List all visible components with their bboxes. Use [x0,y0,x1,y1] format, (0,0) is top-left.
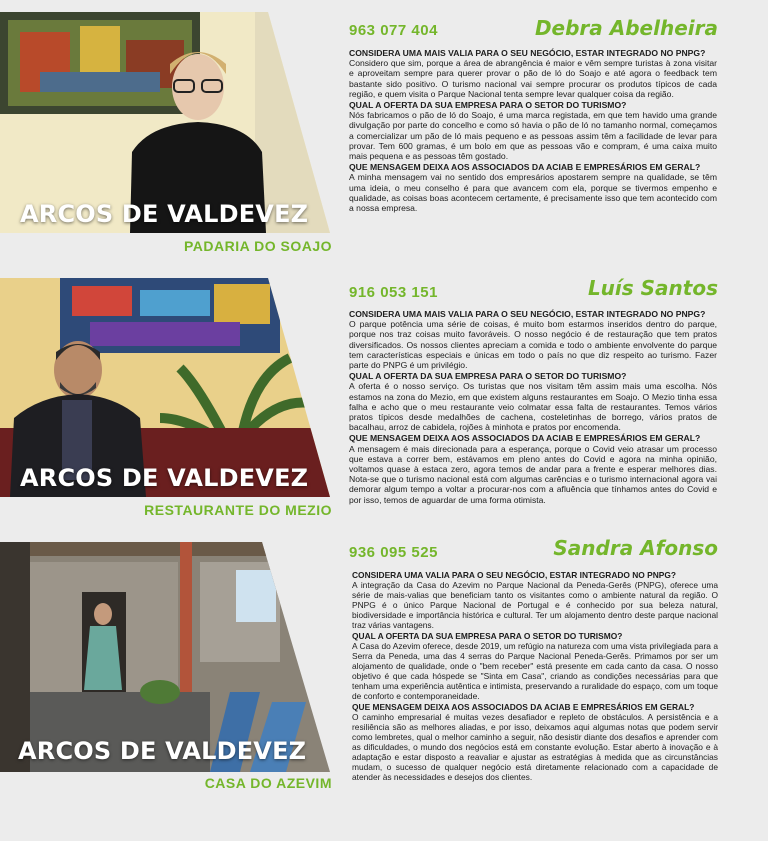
question: QUE MENSAGEM DEIXA AOS ASSOCIADOS DA ACIAB E EMPRESÁRIOS EM GERAL? [349,162,701,173]
profile-section-1 [0,0,768,262]
answer: A oferta é o nosso serviço. Os turistas que nos visitam têm assim mais uma escolha. Nós estamos na zona do Mezio, em que existem alguns restaurantes em Soajo. O Mezio tinha essa falha e acho que o meu restaurante veio colmatar essa falta de restaurantes. Temos vários pratos típicos desde medalhões de cachena, costeletinhas de borrego, vários pratos de bacalhau, arroz de cabidela, rojões à minhota e pratos por encomenda. [349,381,717,433]
location-label: ARCOS DE VALDEVEZ [20,464,309,492]
answer: O parque potência uma série de coisas, é muito bom estarmos inseridos dentro do parque, porque nos traz coisas muito favoráveis. O nosso negócio é de restauração que tem pratos diversificados. Os nossos clientes apreciam a comida e todo o ambiente envolvente do parque tem características especiais e únicas em todo o país no que diz respeito ao turismo. Fazer parte do PNPG é um privilégio. [349,319,717,371]
question: CONSIDERA UMA MAIS VALIA PARA O SEU NEGÓCIO, ESTAR INTEGRADO NO PNPG? [349,48,706,58]
interview-text [349,309,717,506]
profile-section-3 [0,530,768,830]
answer: Nós fabricamos o pão de ló do Soajo, é uma marca registada, em que tem havido uma grande divulgação por parte do concelho e como só havia o pão de ló no tamanho normal, começamos a comercializar um pão de ló mais pequeno e as pessoas assim têm a facilidade de levar para provar. Tem 600 gramas, é um bolo em que as pessoas vão e compram, é uma caixa muito mais pequena e as pessoas têm gostado. [349,110,717,162]
answer: O caminho empresarial é muitas vezes desafiador e repleto de obstáculos. A persistência e a resiliência são as melhores aliadas, e por isso, deixamos aqui algumas notas que podem servir como lembretes, qual o melhor caminho a seguir, não desistir diante dos desafios e aprender com as dificuldades, o mundo dos negócios está em constante evolução. Estar aberto à inovação e à adaptação e estar disposto a reavaliar e ajustar as estratégias à medida que as circunstâncias mudam, o sucesso de qualquer negócio está diretamente relacionado com a capacidade de atender às necessidades e desejos dos clientes. [352,712,718,782]
question: QUAL A OFERTA DA SUA EMPRESA PARA O SETOR DO TURISMO? [352,631,623,641]
person-name: Sandra Afonso [553,536,718,560]
question: QUE MENSAGEM DEIXA AOS ASSOCIADOS DA ACIAB E EMPRESÁRIOS EM GERAL? [352,702,695,712]
answer: Considero que sim, porque a área de abrangência é maior e vêm sempre turistas à zona visitar e aproveitam sempre para querer provar o pão de ló do Soajo e até agora o feedback tem bastante sido positivo. O turismo nacional vai sempre procurar os produtos típicos de cada região, e quem visita o Parque Nacional tenta sempre levar qualquer coisa da região. [349,58,717,99]
question: CONSIDERA UMA MAIS VALIA PARA O SEU NEGÓCIO, ESTAR INTEGRADO NO PNPG? [349,309,706,319]
phone-number: 963 077 404 [349,22,438,39]
location-label: ARCOS DE VALDEVEZ [18,737,307,765]
phone-number: 916 053 151 [349,284,438,301]
person-name: Luís Santos [587,276,718,300]
answer: A Casa do Azevim oferece, desde 2019, um refúgio na natureza com uma vista privilegiada para a Serra da Peneda, uma das 4 serras do Parque Nacional Peneda-Gerês. Primamos por ser um alojamento de qualidade, onde o "bem receber" está presente em cada canto da casa. O nosso objetivo é que cada hóspede se "Sinta em Casa", criando as condições necessárias para que tenham uma experiência autêntica e intimista, preservando a ruralidade do espaço, com um toque de conforto e contemporaneidade. [352,641,718,701]
profile-section-2 [0,264,768,526]
business-name: RESTAURANTE DO MEZIO [144,502,332,518]
question: QUAL A OFERTA DA SUA EMPRESA PARA O SETOR DO TURISMO? [349,371,627,382]
question: CONSIDERA UMA VALIA PARA O SEU NEGÓCIO, ESTAR INTEGRADO NO PNPG? [352,570,676,580]
interview-text [352,570,718,783]
answer: A mensagem é mais direcionada para a esperança, porque o Covid veio atrasar um processo que estava a correr bem, estávamos em pleno antes do Covid e agora na minha opinião, voltamos quase à estaca zero, agora temos de andar para a frente e esperar melhores dias. Nota-se que o turismo nacional está com algumas carências e o turismo internacional agora vai demorar algum tempo a voltar a procurar-nos com a afluência que tínhamos antes do Covid e por isso, temos de aguardar de uma forma otimista. [349,443,717,505]
business-name: CASA DO AZEVIM [204,775,332,791]
question: QUE MENSAGEM DEIXA AOS ASSOCIADOS DA ACIAB E EMPRESÁRIOS EM GERAL? [349,433,701,444]
phone-number: 936 095 525 [349,544,438,561]
interview-text [349,48,717,214]
question: QUAL A OFERTA DA SUA EMPRESA PARA O SETOR DO TURISMO? [349,100,627,111]
answer: A integração da Casa do Azevim no Parque Nacional da Peneda-Gerês (PNPG), oferece uma série de mais-valias que beneficiam tanto os visitantes como o ambiente natural da região. O PNPG é o único Parque Nacional de Portugal e é conhecido por sua beleza natural, biodiversidade e importância histórica e cultural. Ter um alojamento dentro deste parque nacional traz várias vantagens. [352,580,718,630]
answer: A minha mensagem vai no sentido dos empresários apostarem sempre na qualidade, se têm uma ideia, o meu conselho é para que avancem com ela, porque se tivermos empenho e qualidade, as coisas boas acontecem certamente, é precisamente isso que tem acontecido com a nossa empresa. [349,172,717,214]
business-name: PADARIA DO SOAJO [183,238,332,254]
person-name: Debra Abelheira [534,16,718,40]
location-label: ARCOS DE VALDEVEZ [20,200,309,228]
